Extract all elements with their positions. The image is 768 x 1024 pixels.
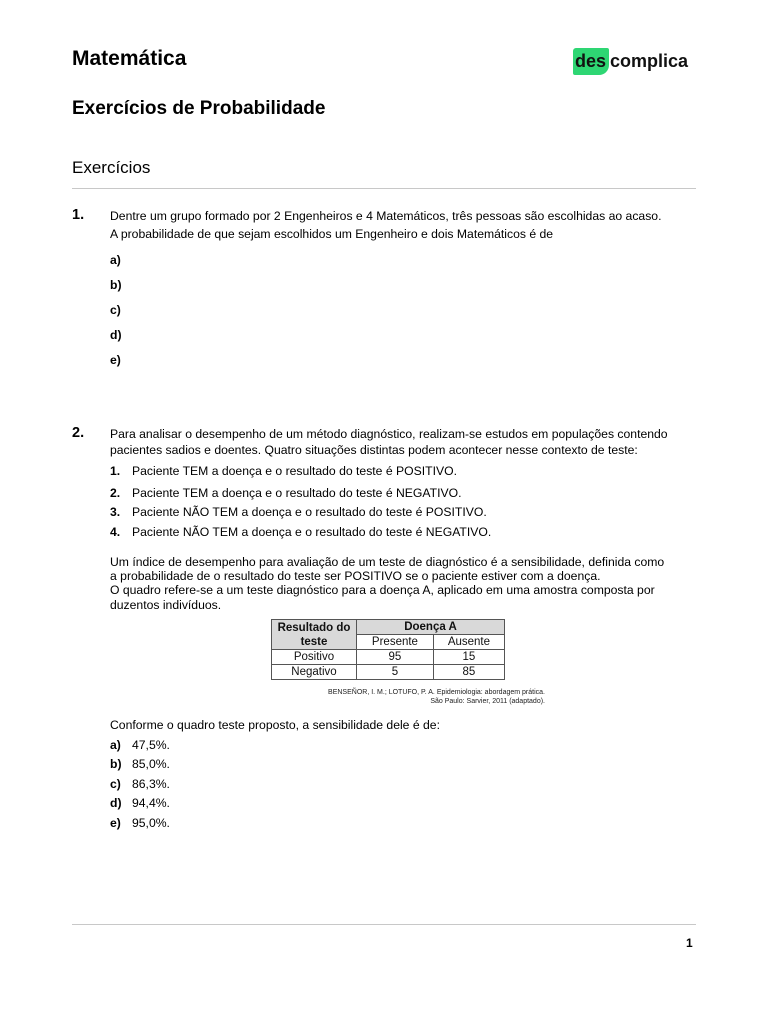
situation-1: 1. Paciente TEM a doença e o resultado do teste é POSITIVO. (110, 464, 457, 478)
logo-mark: des (573, 48, 609, 75)
question-2-intro-2: pacientes sadios e doentes. Quatro situações distintas podem acontecer nesse contexto de teste: (110, 443, 638, 457)
situation-2: 2. Paciente TEM a doença e o resultado do teste é NEGATIVO. (110, 486, 462, 500)
paragraph-line-1: Um índice de desempenho para avaliação de um teste de diagnóstico é a sensibilidade, definida como (110, 555, 665, 569)
question-2-option-c: c) 86,3%. (110, 777, 170, 791)
table-cell: Negativo (272, 665, 357, 680)
section-divider (72, 188, 696, 189)
subject-title: Matemática (72, 47, 187, 70)
question-1-option-a: a) (110, 253, 121, 267)
situation-4: 4. Paciente NÃO TEM a doença e o resultado do teste é NEGATIVO. (110, 525, 492, 539)
question-2-option-a: a) 47,5%. (110, 738, 170, 752)
question-2-option-e: e) 95,0%. (110, 816, 170, 830)
question-1-option-c: c) (110, 303, 121, 317)
situation-3: 3. Paciente NÃO TEM a doença e o resultado do teste é POSITIVO. (110, 505, 487, 519)
diagnostic-table (271, 619, 505, 680)
paragraph-line-2: a probabilidade de o resultado do teste ser POSITIVO se o paciente estiver com a doença. (110, 569, 601, 583)
table-header-disease: Doença A (357, 620, 505, 635)
question-2-option-b: b) 85,0%. (110, 757, 170, 771)
table-cell: 85 (433, 665, 504, 680)
table-row (272, 665, 505, 680)
question-2-number: 2. (72, 425, 85, 441)
table-cell: 95 (357, 650, 434, 665)
table-cell: 5 (357, 665, 434, 680)
question-1-option-d: d) (110, 328, 122, 342)
table-row (272, 650, 505, 665)
footer-divider (72, 924, 696, 925)
page-title: Exercícios de Probabilidade (72, 98, 326, 119)
question-1-option-b: b) (110, 278, 122, 292)
descomplica-logo (573, 46, 688, 76)
question-2-option-d: d) 94,4%. (110, 796, 170, 810)
question-2-prompt: Conforme o quadro teste proposto, a sensibilidade dele é de: (110, 718, 440, 732)
question-1-option-e: e) (110, 353, 121, 367)
logo-text: complica (610, 51, 689, 71)
table-subheader-ausente: Ausente (433, 635, 504, 650)
table-cell: 15 (433, 650, 504, 665)
question-1-line-1: Dentre um grupo formado por 2 Engenheiros e 4 Matemáticos, três pessoas são escolhidas ao acaso. (110, 209, 662, 223)
question-1-number: 1. (72, 207, 85, 223)
table-header-result: Resultado do teste (272, 620, 357, 650)
table-subheader-presente: Presente (357, 635, 434, 650)
section-title: Exercícios (72, 158, 151, 177)
paragraph-line-3: O quadro refere-se a um teste diagnóstico para a doença A, aplicado em uma amostra composta por (110, 583, 655, 597)
paragraph-line-4: duzentos indivíduos. (110, 598, 222, 612)
table-cell: Positivo (272, 650, 357, 665)
question-1-line-2: A probabilidade de que sejam escolhidos um Engenheiro e dois Matemáticos é de (110, 227, 554, 241)
question-2-intro-1: Para analisar o desempenho de um método diagnóstico, realizam-se estudos em populações contendo (110, 427, 668, 441)
table-credit: BENSEÑOR, I. M.; LOTUFO, P. A. Epidemiologia: abordagem prática. São Paulo: Sarvier, 2011 (adaptado). (328, 689, 545, 705)
page-number: 1 (686, 936, 693, 950)
